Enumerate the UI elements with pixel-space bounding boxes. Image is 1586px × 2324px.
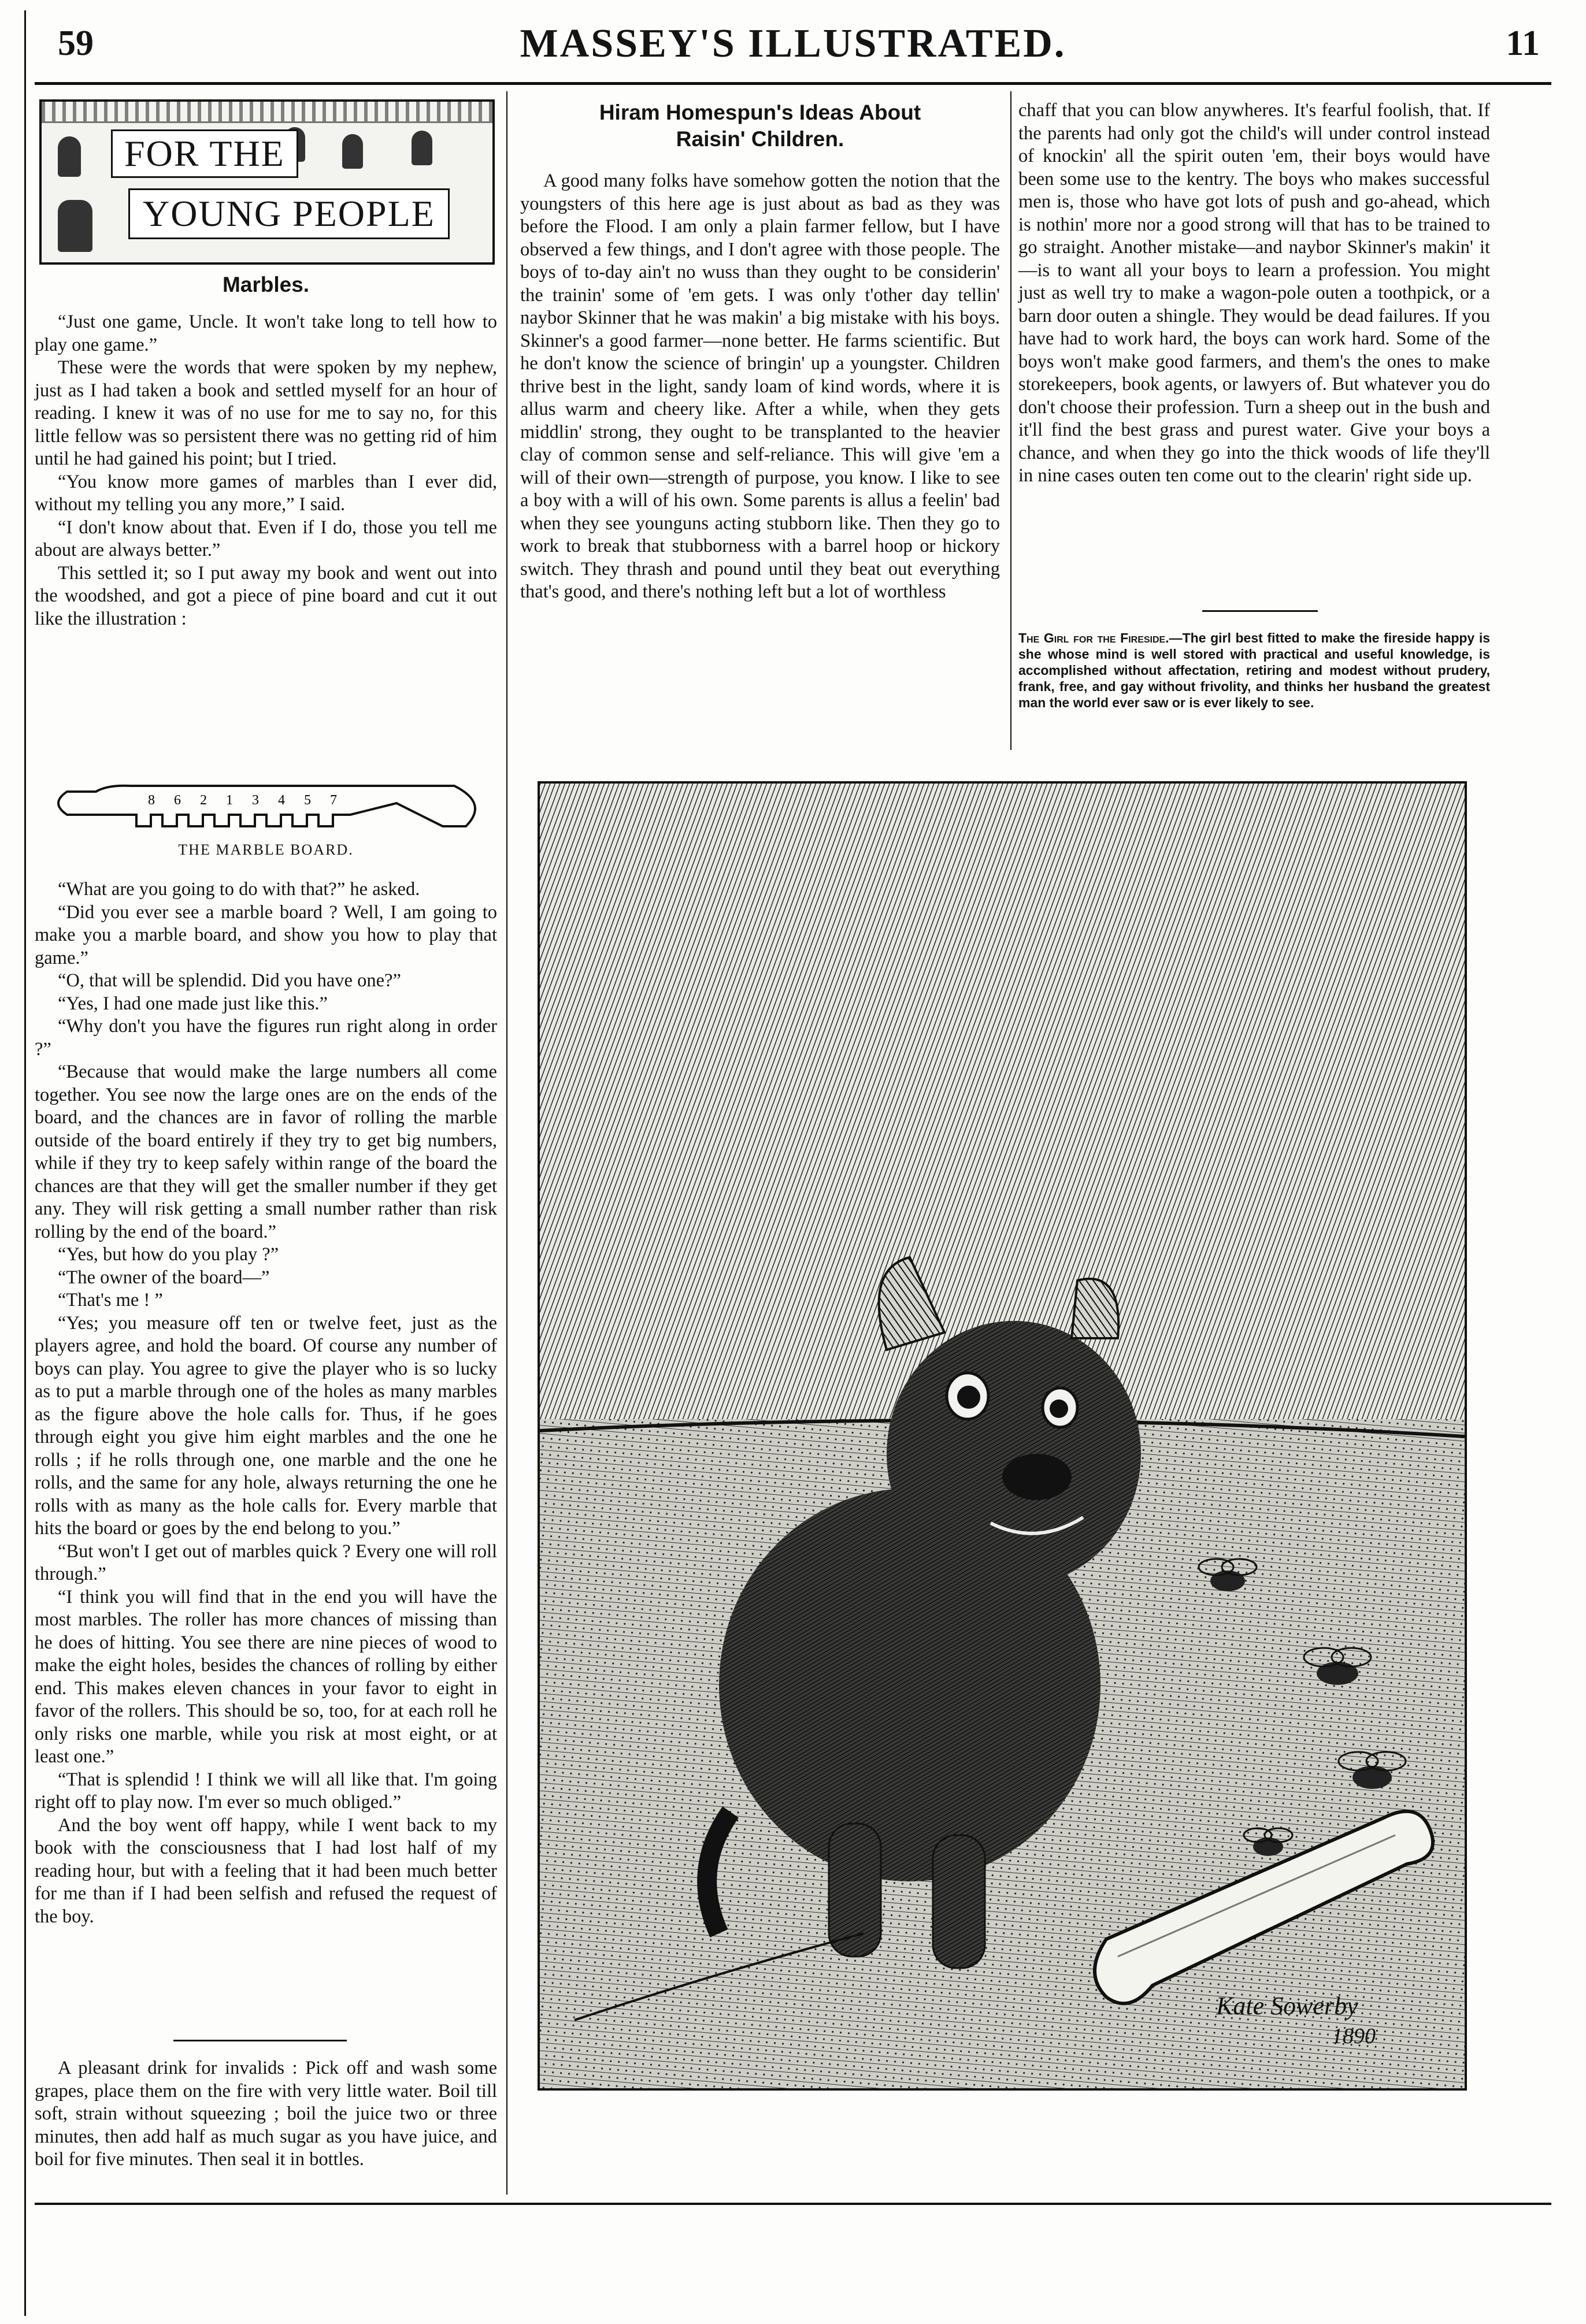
vine-border-decoration [42,102,492,123]
artist-signature: Kate Sowerby [1216,1992,1358,2020]
child-figure-icon [58,136,81,177]
invalids-drink-recipe [35,2057,497,2171]
marbles-paragraph: “Why don't you have the figures run right along in order ?” [35,1016,497,1060]
marbles-article-bottom [35,878,497,1928]
marbles-title: Marbles. [222,273,310,296]
puppy-engraving [540,784,1465,2088]
fireside-text: —The girl best fitted to make the fireside happy is she whose mind is well stored with practical and useful knowledge, is accomplished without affectation, retiring and modest without prudery, frank, free, and gay without frivolity, and thinks her husband the greatest man the world ever saw or is ever likely to see. [1018,630,1490,710]
hiram-continued-body: chaff that you can blow anywheres. It's fearful foolish, that. If the parents had only got the child's will under control instead of knockin' all the spirit outen 'em, their boys would have been some use to the kentry. The boys who makes successful men is, those who have got lots of push and go-ahead, which is nothin' more nor a good strong will that has to be trained to go straight. Another mistake—and naybor Skinner's makin' it—is to want all your boys to learn a profession. You might just as well try to make a wagon-pole outen a toothpick, or a barn door outen a shingle. They would be dead failures. If you have had to work hard, the boys can work hard. Some of the boys won't make good farmers, and them's the ones to make storekeepers, book agents, or lawyers of. But whatever you do don't choose their profession. Turn a sheep out in the bush and it'll find the best grass and purest water. Give your boys a chance, and when they go into the thick woods of life they'll in nine cases outen ten come out to the clearin' right side up. [1018,100,1490,486]
marbles-paragraph: “That is splendid ! I think we will all like that. I'm going right off to play now. I'm ever so much obliged.” [35,1769,497,1813]
board-number: 3 [252,793,259,808]
board-number: 8 [148,793,155,808]
child-figure-icon [58,200,92,252]
hiram-article [520,99,1000,604]
header-rule [35,82,1551,85]
column-rule-left [506,91,507,2195]
marbles-paragraph: “That's me ! ” [58,1290,163,1311]
marbles-paragraph: “Because that would make the large numbers all come together. You see now the large ones are on the ends of the board, and the chances are in favor of rolling the marble outside of the board entirely if they try to get big numbers, while if they try to keep safely within range of the board the chances are that they will get the smaller number if they get any. They will risk getting a small number rather than risk rolling by the end of the board.” [35,1061,497,1242]
young-people-banner [39,99,495,265]
puppy-illustration [538,781,1467,2091]
section-divider [173,2040,347,2041]
masthead-title: MASSEY'S ILLUSTRATED. [520,21,1066,66]
marbles-paragraph: “Did you ever see a marble board ? Well, I am going to make you a marble board, and show you how to play that game.” [35,901,497,968]
hiram-title [520,99,1000,153]
banner-line-1: FOR THE [111,129,298,178]
board-number: 7 [330,793,337,808]
marbles-paragraph: “Just one game, Uncle. It won't take long to tell how to play one game.” [35,311,497,355]
page-edge [24,10,26,2316]
board-number: 1 [226,793,233,808]
hiram-article-continued [1018,99,1490,488]
hiram-title-line-1: Hiram Homespun's Ideas About [599,101,921,124]
marbles-paragraph: “I don't know about that. Even if I do, those you tell me about are always better.” [35,517,497,560]
bottom-rule [35,2203,1551,2205]
marbles-paragraph: “O, that will be splendid. Did you have one?” [58,970,401,991]
page-header [35,15,1551,79]
child-figure-icon [412,131,432,165]
page-number-left: 59 [58,24,94,63]
marble-board-illustration [50,769,489,838]
invalids-paragraph: A pleasant drink for invalids : Pick off and wash some grapes, place them on the fire with very little water. Boil till soft, strain without squeezing ; boil the juice two or three minutes, then add half as much sugar as you have juice, and boil for five minutes. Then seal it in bottles. [35,2058,497,2170]
marbles-paragraph: “I think you will find that in the end you will have the most marbles. The roller has more chances of missing than he does of hitting. You see there are nine pieces of wood to make the eight holes, besides the chances of rolling by either end. This makes eleven chances in your favor to eight in favor of the rollers. This should be so, too, for at each roll he only risks one marble, while you risk at most eight, or at least one.” [35,1586,497,1767]
hiram-title-line-2: Raisin' Children. [676,127,844,151]
child-figure-icon [342,134,363,169]
board-number: 4 [278,793,285,808]
marbles-paragraph: “The owner of the board—” [58,1267,270,1288]
board-number: 6 [174,793,181,808]
section-divider [1202,610,1318,612]
marbles-paragraph: “Yes, I had one made just like this.” [58,993,328,1014]
marbles-paragraph: “You know more games of marbles than I ever did, without my telling you any more,” I said. [35,471,497,515]
fireside-heading: The Girl for the Fireside. [1018,630,1169,645]
marbles-paragraph: “Yes, but how do you play ?” [58,1244,279,1265]
marbles-paragraph: “But won't I get out of marbles quick ? Every one will roll through.” [35,1540,497,1584]
marbles-paragraph: “What are you going to do with that?” he asked. [58,879,420,900]
marbles-paragraph: These were the words that were spoken by my nephew, just as I had taken a book and settled myself for an hour of reading. I knew it was of no use for me to say no, for this little fellow was so persistent there was no getting rid of him until he had gained his point; but I tried. [35,357,497,469]
marbles-article-top [35,272,497,630]
puppy-nose [1002,1454,1072,1500]
marble-board-caption: THE MARBLE BOARD. [178,841,354,858]
board-number: 2 [200,793,207,808]
marbles-paragraph: “Yes; you measure off ten or twelve feet, just as the players agree, and hold the board. Of course any number of boys can play. You agree to give the player who is so lucky as to put a marble through one of the holes as many marbles as the figure above the hole calls for. Thus, if he goes through eight you give him eight marbles and the one he rolls ; if he rolls through one, one marble and the one he rolls, and the same for any hole, always returning the one he rolls with as many as the hole calls for. Every marble that hits the board or goes by the end belong to you.” [35,1312,497,1539]
banner-line-2: YOUNG PEOPLE [128,188,450,239]
column-rule-right [1010,91,1011,750]
hiram-body: A good many folks have somehow gotten the notion that the youngsters of this here age is just about as bad as they was before the Flood. I am only a plain farmer fellow, but I have observed a few things, and I don't agree with those people. The boys of to-day ain't no wuss than they ought to be considerin' the trainin' some of 'em gets. I was only t'other day tellin' naybor Skinner that he was makin' a big mistake with his boys. Skinner's a good farmer—none better. He farms scientific. But he don't know the science of bringin' up a youngster. Children thrive best in the light, sandy loam of kind words, where it is allus warm and cheery like. After a while, when they gets middlin' strong, they ought to be transplanted to the heavier clay of common sense and self-reliance. This will give 'em a will of their own—strength of purpose, you know. I like to see a boy with a will of his own. Some parents is allus a feelin' bad when they see younguns acting stubborn like. Then they go to work to break that stubborness with a barrel hoop or hickory switch. They thrash and pound until they beat out everything that's good, and there's nothing left but a lot of worthless [520,170,1000,602]
page-number-right: 11 [1506,24,1540,63]
fireside-note [1018,630,1490,711]
marbles-paragraph: This settled it; so I put away my book and went out into the woodshed, and got a piece of pine board and cut it out like the illustration : [35,562,497,629]
marbles-paragraph: And the boy went off happy, while I went back to my book with the consciousness that I had lost half of my reading hour, but with a feeling that it had been much better for me than if I had been selfish and refused the request of the boy. [35,1814,497,1927]
artist-signature-year: 1890 [1332,2024,1376,2048]
board-number: 5 [304,793,311,808]
